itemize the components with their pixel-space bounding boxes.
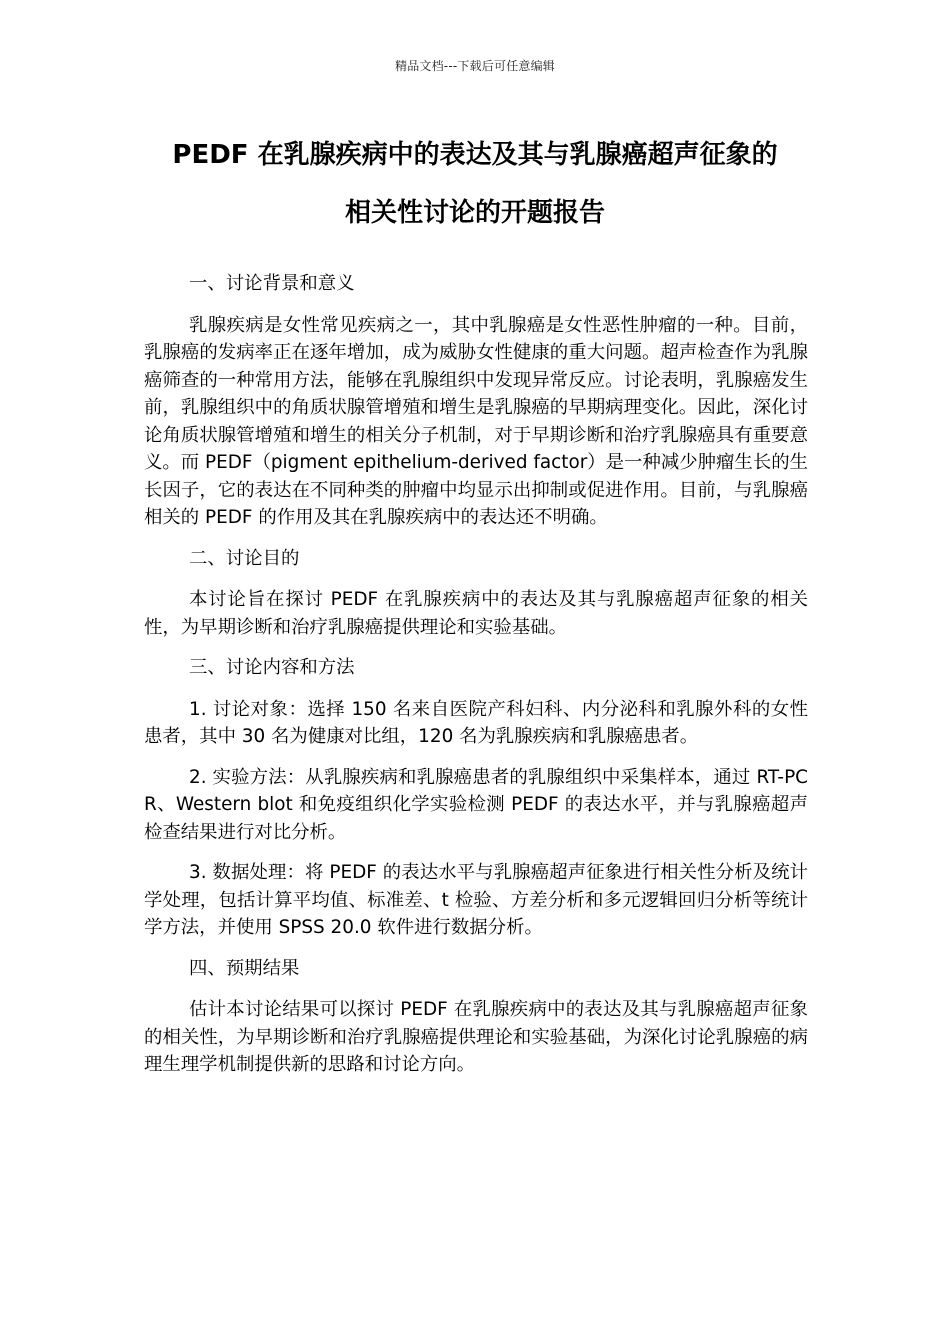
paragraph-expected-results: 估计本讨论结果可以探讨 PEDF 在乳腺疾病中的表达及其与乳腺癌超声征象的相关性，为早期诊断和治疗乳腺癌提供理论和实验基础，为深化讨论乳腺癌的病理生理学机制提供新的思路和讨论方向。 <box>144 999 808 1075</box>
paragraph-background: 乳腺疾病是女性常见疾病之一，其中乳腺癌是女性恶性肿瘤的一种。目前，乳腺癌的发病率正在逐年增加，成为威胁女性健康的重大问题。超声检查作为乳腺癌筛查的一种常用方法，能够在乳腺组织中发现异常反应。讨论表明，乳腺癌发生前，乳腺组织中的角质状腺管增殖和增生是乳腺癌的早期病理变化。因此，深化讨论角质状腺管增殖和增生的相关分子机制，对于早期诊断和治疗乳腺癌具有重要意义。而 PEDF（pigment epithelium-derived factor）是一种减少肿瘤生长的生长因子，它的表达在不同种类的肿瘤中均显示出抑制或促进作用。目前，与乳腺癌相关的 PEDF 的作用及其在乳腺疾病中的表达还不明确。 <box>144 314 808 528</box>
paragraph-methods-subjects: 1. 讨论对象：选择 150 名来自医院产科妇科、内分泌科和乳腺外科的女性患者，其中 30 名为健康对比组，120 名为乳腺疾病和乳腺癌患者。 <box>144 698 808 747</box>
section-heading-background: 一、讨论背景和意义 <box>189 273 355 294</box>
section-heading-purpose: 二、讨论目的 <box>189 547 300 569</box>
header-note: 精品文档---下载后可任意编辑 <box>395 59 555 73</box>
document-title-line-2: 相关性讨论的开题报告 <box>344 198 605 228</box>
document-body <box>144 270 808 1092</box>
paragraph-methods-data: 3. 数据处理：将 PEDF 的表达水平与乳腺癌超声征象进行相关性分析及统计学处理，包括计算平均值、标准差、t 检验、方差分析和多元逻辑回归分析等统计学方法，并使用 SPSS 20.0 软件进行数据分析。 <box>144 862 808 938</box>
document-title-line-1: PEDF 在乳腺疾病中的表达及其与乳腺癌超声征象的 <box>172 140 778 170</box>
paragraph-methods-experiment: 2. 实验方法：从乳腺疾病和乳腺癌患者的乳腺组织中采集样本，通过 RT-PCR、Western blot 和免疫组织化学实验检测 PEDF 的表达水平，并与乳腺癌超声检查结果进行对比分析。 <box>144 766 808 843</box>
section-heading-expected-results: 四、预期结果 <box>189 957 300 979</box>
section-heading-methods: 三、讨论内容和方法 <box>189 657 355 678</box>
paragraph-purpose: 本讨论旨在探讨 PEDF 在乳腺疾病中的表达及其与乳腺癌超声征象的相关性，为早期诊断和治疗乳腺癌提供理论和实验基础。 <box>144 589 808 638</box>
